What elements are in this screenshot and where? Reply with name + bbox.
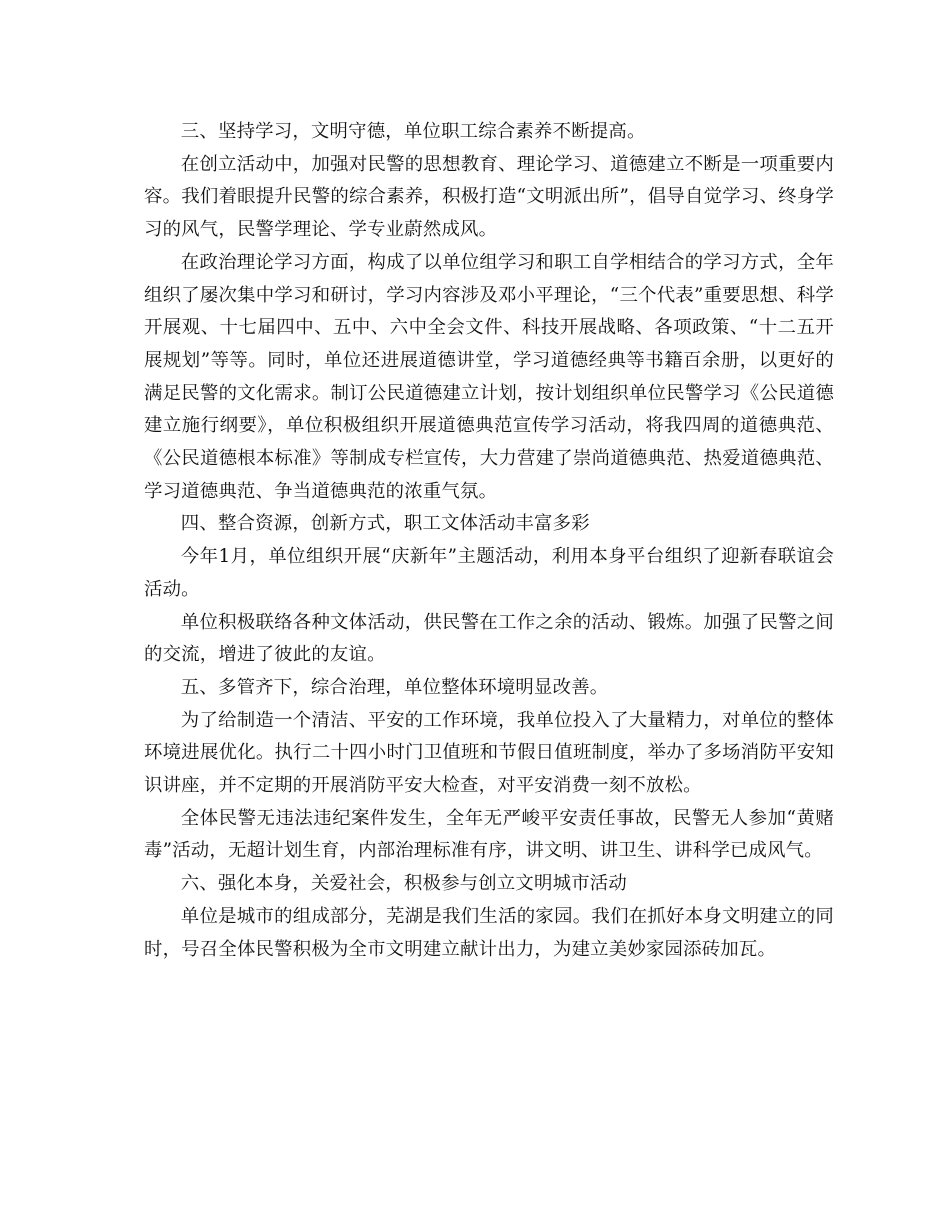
section-heading-4: 四、整合资源，创新方式，职工文体活动丰富多彩 (180, 513, 590, 535)
paragraph: 单位积极联络各种文体活动，供民警在工作之余的活动、锻炼。加强了民警之间的交流，增进了彼此的友谊。 (144, 611, 834, 666)
paragraph: 在政治理论学习方面，构成了以单位组学习和职工自学相结合的学习方式，全年组织了屡次集中学习和研讨，学习内容涉及邓小平理论，“三个代表”重要思想、科学开展观、十七届四中、五中、六中全会文件、科技开展战略、各项政策、“十二五开展规划”等等。同时，单位还进展道德讲堂，学习道德经典等书籍百余册，以更好的满足民警的文化需求。制订公民道德建立计划，按计划组织单位民警学习《公民道德建立施行纲要》，单位积极组织开展道德典范宣传学习活动，将我四周的道德典范、《公民道德根本标准》等制成专栏宣传，大力营建了崇尚道德典范、热爱道德典范、学习道德典范、争当道德典范的浓重气氛。 (144, 251, 834, 502)
section-heading-6: 六、强化本身，关爱社会，积极参与创立文明城市活动 (180, 873, 627, 895)
paragraph: 为了给制造一个清洁、平安的工作环境，我单位投入了大量精力，对单位的整体环境进展优化。执行二十四小时门卫值班和节假日值班制度，举办了多场消防平安知识讲座，并不定期的开展消防平安大检查，对平安消费一刻不放松。 (144, 709, 834, 797)
document-body (144, 116, 834, 966)
paragraph: 单位是城市的组成部分，芜湖是我们生活的家园。我们在抓好本身文明建立的同时，号召全体民警积极为全市文明建立献计出力，为建立美妙家园添砖加瓦。 (144, 905, 834, 960)
paragraph: 全体民警无违法违纪案件发生，全年无严峻平安责任事故，民警无人参加“黄赌毒”活动，无超计划生育，内部治理标准有序，讲文明、讲卫生、讲科学已成风气。 (144, 807, 834, 862)
paragraph: 今年1月，单位组织开展“庆新年”主题活动，利用本身平台组织了迎新春联谊会活动。 (144, 546, 834, 600)
paragraph: 在创立活动中，加强对民警的思想教育、理论学习、道德建立不断是一项重要内容。我们着眼提升民警的综合素养，积极打造“文明派出所”，倡导自觉学习、终身学习的风气，民警学理论、学专业蔚然成风。 (144, 153, 834, 241)
section-heading-3: 三、坚持学习，文明守德，单位职工综合素养不断提高。 (180, 121, 646, 142)
section-heading-5: 五、多管齐下，综合治理，单位整体环境明显改善。 (180, 676, 609, 698)
